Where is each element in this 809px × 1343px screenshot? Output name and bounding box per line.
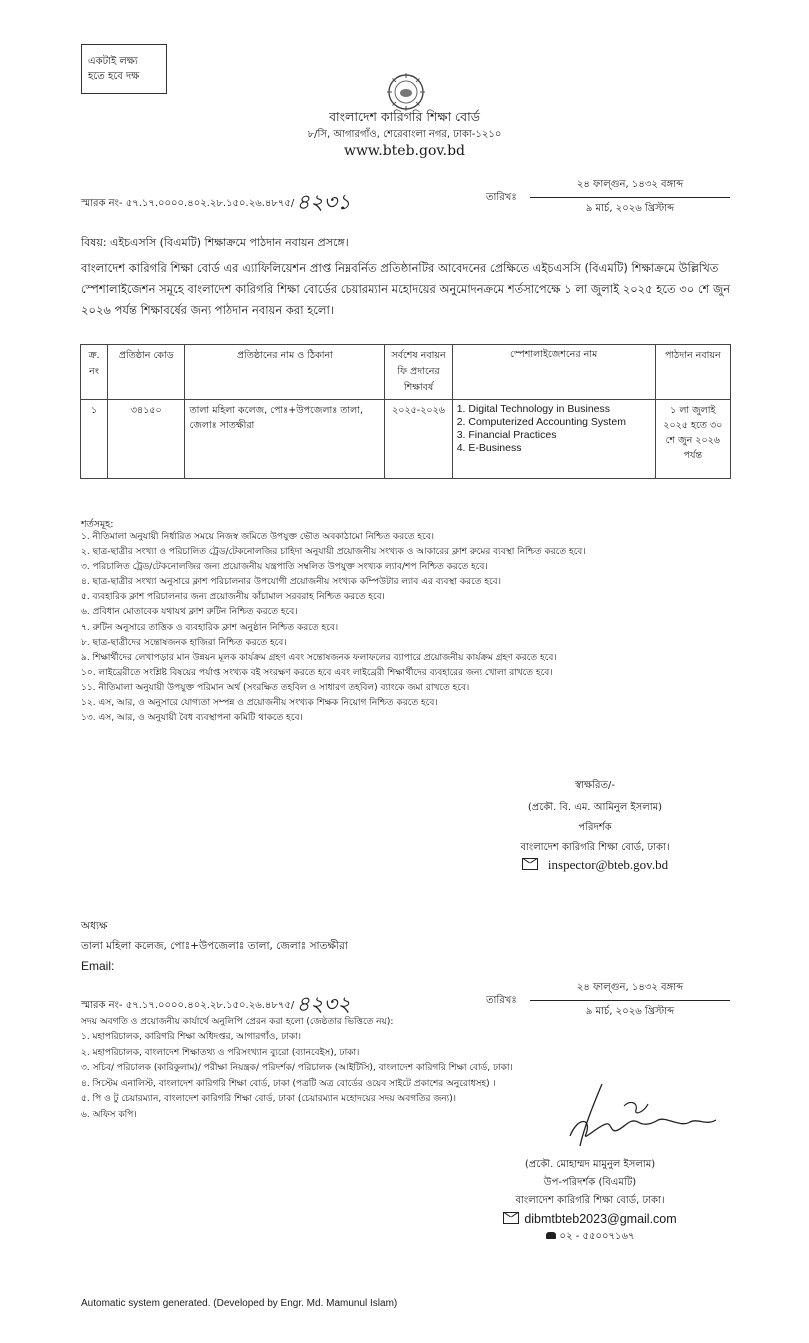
table-row xyxy=(81,400,731,479)
motto-line-1: একটাই লক্ষ্য xyxy=(88,56,138,67)
signer2-phone: ০২ - ৫৫০০৭১৬৭ xyxy=(559,1231,635,1242)
th-code: প্রতিষ্ঠান কোড xyxy=(108,345,185,400)
signer1-name: (প্রকৌ. বি. এম. আমিনুল ইসলাম) xyxy=(527,802,663,813)
memo2-ref-number: স্মারক নং- ৫৭.১৭.০০০০.৪০২.২৮.১৫০.২৬.৪৮৭৫/ xyxy=(81,1000,295,1011)
signer2-designation: উপ-পরিদর্শক (বিএমটি) xyxy=(543,1177,637,1188)
motto-line-2: হতে হবে দক্ষ xyxy=(88,71,140,82)
td-name: তালা মহিলা কলেজ, পোঃ+উপজেলাঃ তালা, জেলাঃ সাতক্ষীরা xyxy=(185,400,385,479)
copy-item: ৩. সচিব/ পরিচালক (কারিকুলাম)/ পরীক্ষা নিয়ন্ত্রক/ পরিদর্শক/ পরিচালক (আইটিসি), বাংলাদেশ কারিগরি শিক্ষা বোর্ড, ঢাকা। xyxy=(81,1063,513,1074)
handwritten-signature xyxy=(540,1080,720,1150)
signer2-email[interactable]: dibmtbteb2023@gmail.com xyxy=(524,1212,677,1226)
signer1-email-row xyxy=(460,857,730,873)
signer1-designation: পরিদর্শক xyxy=(578,822,612,833)
org-name: বাংলাদেশ কারিগরি শিক্ষা বোর্ড xyxy=(329,109,480,124)
handwritten-memo-number: ৪২৩১ xyxy=(296,190,351,214)
td-renewal: ১ লা জুলাই ২০২৫ হতে ৩০ শে জুন ২০২৬ পর্যন্ত xyxy=(655,400,730,479)
date-block xyxy=(530,177,730,218)
signer2-phone-row xyxy=(470,1228,710,1246)
condition-item: ৫. ব্যবহারিক ক্লাশ পরিচালনার জন্য প্রয়োজনীয় কাঁচামাল সরবরাহ নিশ্চিত করতে হবে। xyxy=(81,592,385,603)
th-name: প্রতিষ্ঠানের নাম ও ঠিকানা xyxy=(185,345,385,400)
memo-reference xyxy=(81,186,351,221)
copy-item: ২. মহাপরিচালক, বাংলাদেশ শিক্ষাতথ্য ও পরিসংখ্যান ব্যুরো (ব্যানবেইস), ঢাকা। xyxy=(81,1047,360,1058)
telephone-icon xyxy=(546,1232,556,1239)
copy-intro: সদয় অবগতি ও প্রয়োজনীয় কার্যার্থে অনুলিপি প্রেরন করা হলো (জেষ্ঠতার ভিত্তিতে নয়): xyxy=(81,1017,394,1027)
signer2-email-row xyxy=(470,1210,710,1228)
copy-item: ৫. পি ও টু চেয়ারম্যান, বাংলাদেশ কারিগরি শিক্ষা বোর্ড, ঢাকা (চেয়ারম্যান মহোদয়ের সদয় অবগতির জন্য)। xyxy=(81,1094,457,1105)
body-paragraph: বাংলাদেশ কারিগরি শিক্ষা বোর্ড এর এ্যাফিলিয়েশন প্রাপ্ত নিম্নবর্নিত প্রতিষ্ঠানটির আবেদনের প্রেক্ষিতে এইচএসসি (বিএমটি) শিক্ষাক্রমে উল্লিখিত স্পেশালাইজেশন সমূহে বাংলাদেশ কারিগরি শিক্ষা বোর্ডের চেয়ারম্যান মহোদয়ের অনুমোদনক্রমে শর্তসাপেক্ষে ১ লা জুলাই ২০২৫ হতে ৩০ শে জুন ২০২৬ পর্যন্ত শিক্ষাবর্ষের জন্য পাঠদান নবায়ন করা হলো। xyxy=(81,261,731,317)
condition-item: ৩. পরিচালিত ট্রেড/টেকনোলজির জন্য প্রয়োজনীয় যন্ত্রপাতি সম্বলিত উপযুক্ত সংখ্যক ল্যাব/শপ নিশ্চিত করতে হবে। xyxy=(81,562,488,573)
addressee-title: অধ্যক্ষ xyxy=(81,920,108,932)
signer2-name: (প্রকৌ. মোহাম্মদ মামুনুল ইসলাম) xyxy=(524,1159,656,1170)
copy-item: ৪. সিস্টেম এনালিস্ট, বাংলাদেশ কারিগরি শিক্ষা বোর্ড, ঢাকা (পত্রটি অত্র বোর্ডের ওয়েব সাইটে প্রকাশের অনুরোধসহ) । xyxy=(81,1078,496,1089)
condition-item: ১. নীতিমালা অনুযায়ী নির্ধারিত সময়ে নিজস্ব জমিতে উপযুক্ত ভৌত অবকাঠামো নিশ্চিত করতে হবে। xyxy=(81,532,434,542)
date-bangla: ২৪ ফাল্গুন, ১৪৩২ বঙ্গাব্দ xyxy=(530,177,730,198)
condition-item: ২. ছাত্র-ছাত্রীর সংখ্যা ও পরিচালিত ট্রেড/টেকনোলজির চাহিদা অনুযায়ী প্রয়োজনীয় সংখ্যক ও আকারের ক্লাশ রুমের ব্যবস্থা নিশ্চিত করতে হবে। xyxy=(81,547,586,558)
subject-line: বিষয়: এইচএসসি (বিএমটি) শিক্ষাক্রমে পাঠদান নবায়ন প্রসঙ্গে। xyxy=(81,236,349,249)
institution-table xyxy=(80,344,731,479)
specialization-item: 2. Computerized Accounting System xyxy=(456,416,626,428)
memo-ref-number: স্মারক নং- ৫৭.১৭.০০০০.৪০২.২৮.১৫০.২৬.৪৮৭৫/ xyxy=(81,198,295,209)
motto-box xyxy=(81,44,167,94)
condition-item: ৮. ছাত্র-ছাত্রীদের সন্তোষজনক হাজিরা নিশ্চিত করতে হবে। xyxy=(81,637,287,648)
date-label: তারিখঃ xyxy=(486,192,517,203)
condition-item: ৯. শিক্ষার্থীদের লেখাপড়ার মান উন্নয়ন মূলক কার্যক্রম গ্রহণ এবং সন্তোষজনক ফলাফলের ব্যাপারে প্রয়োজনীয় কার্যক্রম গ্রহণ করতে হবে। xyxy=(81,652,557,663)
condition-item: ৪. ছাত্র-ছাত্রীর সংখ্যা অনুসারে ক্লাশ পরিচালনার উপযোগী প্রয়োজনীয় সংখ্যক কম্পিউটার ল্যাব এর ব্যবস্থা করতে হবে। xyxy=(81,577,501,588)
th-serial: ক্র. নং xyxy=(81,345,108,400)
th-renewal: পাঠদান নবায়ন xyxy=(655,345,730,400)
condition-item: ৭. রুটিন অনুসারে তাত্তিক ও ব্যবহারিক ক্লাশ অনুষ্ঠান নিশ্চিত করতে হবে। xyxy=(81,622,339,633)
th-specialization: স্পেশালাইজেশনের নাম xyxy=(452,345,655,400)
td-fee-year: ২০২৫-২০২৬ xyxy=(385,400,452,479)
td-specializations xyxy=(452,400,655,479)
table-header-row xyxy=(81,345,731,400)
signer1-org: বাংলাদেশ কারিগরি শিক্ষা বোর্ড, ঢাকা। xyxy=(520,842,670,853)
specialization-item: 4. E-Business xyxy=(456,442,522,454)
condition-item: ৬. প্রবিধান মোতাবেক যথাযথ ক্লাশ রুটিন নিশ্চিত করতে হবে। xyxy=(81,607,298,618)
specialization-item: 3. Financial Practices xyxy=(456,429,557,441)
condition-item: ১১. নীতিমালা অনুযায়ী উপযুক্ত পরিমান অর্থ (সংরক্ষিত তহবিল ও সাধারণ তহবিল) ব্যাংকে জমা রাখতে হবে। xyxy=(81,682,470,693)
td-serial: ১ xyxy=(81,400,108,479)
condition-item: ১৩. এস, আর, ও অনুযায়ী বৈধ ব্যবস্থাপনা কমিটি থাকতে হবে। xyxy=(81,713,303,724)
board-logo-icon xyxy=(386,72,426,112)
addressee-address: তালা মহিলা কলেজ, পোঃ+উপজেলাঃ তালা, জেলাঃ সাতক্ষীরা xyxy=(81,940,348,952)
date-english: ৯ মার্চ, ২০২৬ খ্রিস্টাব্দ xyxy=(585,203,675,214)
th-fee-year: সর্বশেষ নবায়ন ফি প্রদানের শিক্ষাবর্ষ xyxy=(385,345,452,400)
specialization-item: 1. Digital Technology in Business xyxy=(456,403,610,415)
handwritten-memo2-number: ৪২৩২ xyxy=(296,992,351,1016)
td-code: ৩৪১৫০ xyxy=(108,400,185,479)
date2-english: ৯ মার্চ, ২০২৬ খ্রিস্টাব্দ xyxy=(585,1006,675,1017)
footer-note: Automatic system generated. (Developed by Engr. Md. Mamunul Islam) xyxy=(81,1298,398,1309)
signer1-email[interactable]: inspector@bteb.gov.bd xyxy=(547,857,669,872)
signed-mark: স্বাক্ষরিত/- xyxy=(575,780,615,791)
org-address: ৮/সি, আগারগাঁও, শেরেবাংলা নগর, ঢাকা-১২১০ xyxy=(307,129,502,140)
signer2-block xyxy=(470,1156,710,1246)
copy-item: ৬. অফিস কপি। xyxy=(81,1109,137,1120)
condition-item: ১২. এস, আর, ও অনুসারে যোগ্যতা সম্পন্ন ও প্রয়োজনীয় সংখ্যক শিক্ষক নিয়োগ নিশ্চিত করতে হবে। xyxy=(81,698,438,709)
envelope-icon xyxy=(522,858,538,870)
addressee-email-label: Email: xyxy=(81,959,115,973)
signer2-org: বাংলাদেশ কারিগরি শিক্ষা বোর্ড, ঢাকা। xyxy=(515,1195,665,1206)
conditions-list xyxy=(81,530,741,726)
copy-item: ১. মহাপরিচালক, কারিগরি শিক্ষা অধিদপ্তর, আগারগাঁও, ঢাকা। xyxy=(81,1032,301,1042)
condition-item: ১০. লাইব্রেরীতে সংশ্লিষ্ট বিষয়ের পর্যাপ্ত সংখ্যক বই সংরক্ষণ করতে হবে এবং লাইব্রেরী শিক্ষার্থীদের ব্যবহারের জন্য খোলা রাখতে হবে। xyxy=(81,667,553,678)
date2-bangla: ২৪ ফাল্গুন, ১৪৩২ বঙ্গাব্দ xyxy=(530,980,730,1001)
conditions-title: শর্তসমূহ: xyxy=(81,519,114,530)
envelope-icon xyxy=(503,1212,519,1224)
org-website-link[interactable]: www.bteb.gov.bd xyxy=(343,143,466,159)
date2-block xyxy=(530,980,730,1021)
date2-label: তারিখঃ xyxy=(486,995,517,1006)
